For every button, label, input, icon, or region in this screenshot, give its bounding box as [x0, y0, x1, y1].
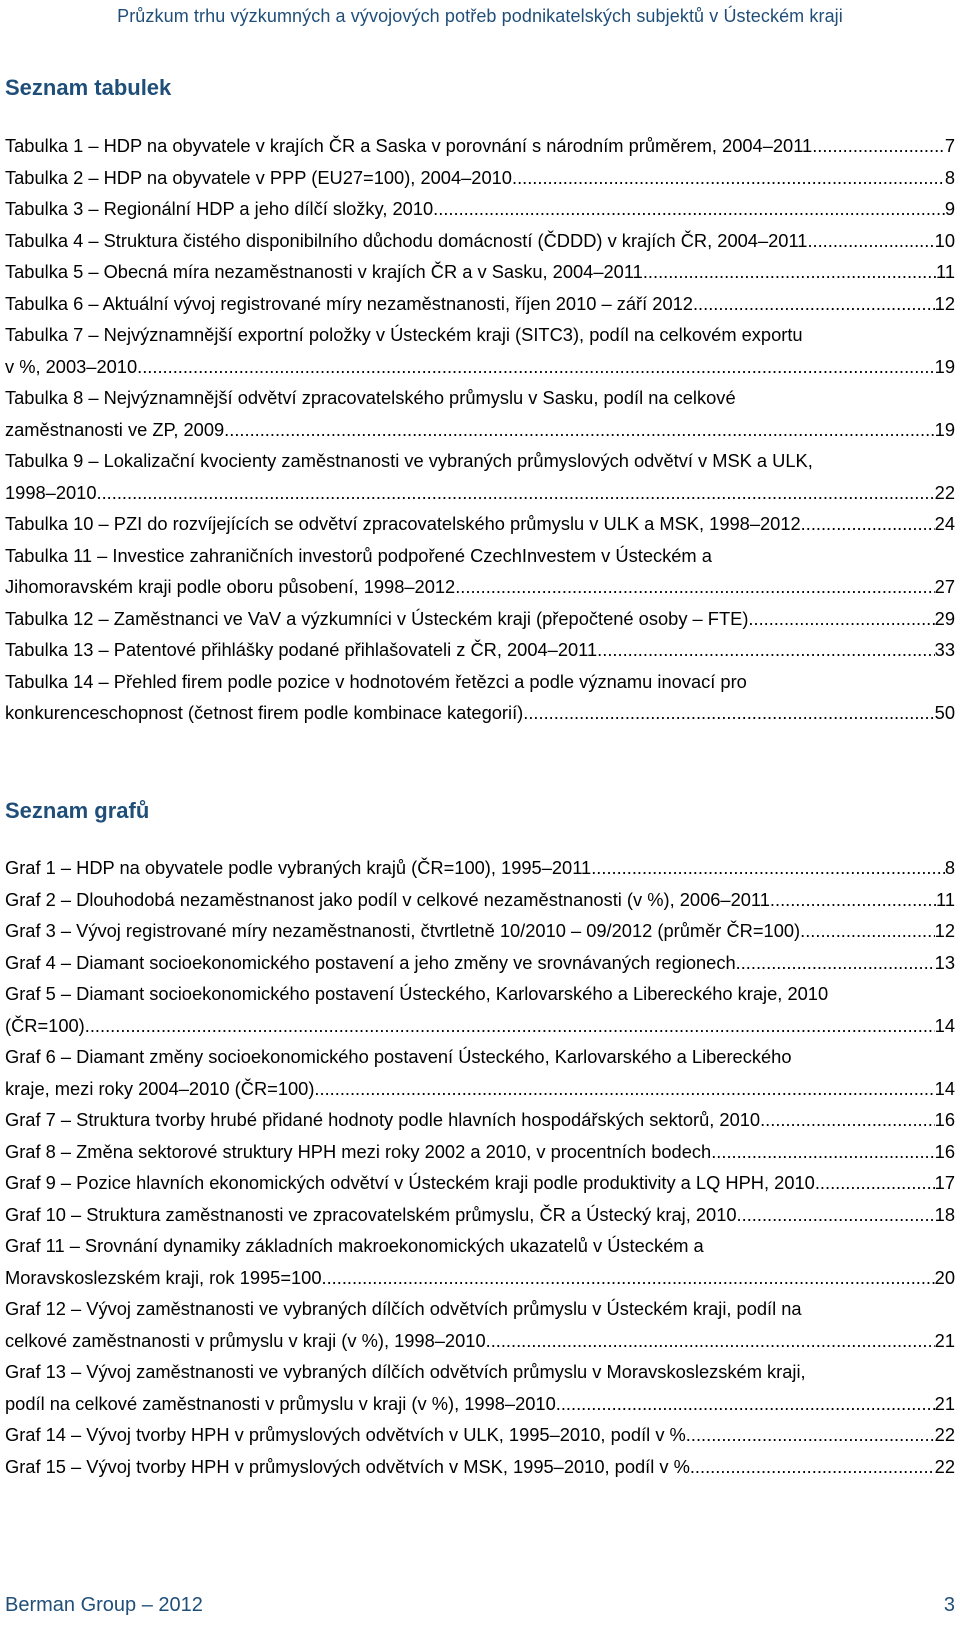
graph-entry-title: Moravskoslezském kraji, rok 1995=100 [5, 1266, 322, 1288]
graph-entry-title-line: Graf 6 – Diamant změny socioekonomického postavení Ústeckého, Karlovarského a Libereckého [5, 1046, 792, 1067]
graph-entry-title: Graf 10 – Struktura zaměstnanosti ve zpracovatelském průmyslu, ČR a Ústecký kraj, 2010 [5, 1203, 737, 1225]
table-entry-page-number: 33 [934, 639, 955, 660]
dot-leader [597, 634, 934, 666]
dot-leader [486, 1325, 935, 1357]
table-entry-title-line: Tabulka 14 – Přehled firem podle pozice v hodnotovém řetězci a podle významu inovací pro [5, 670, 747, 692]
graph-entry-title: podíl na celkové zaměstnanosti v průmyslu v kraji (v %), 1998–2010 [5, 1392, 556, 1414]
graph-entry[interactable] [5, 1451, 955, 1483]
dot-leader [686, 1419, 935, 1451]
graph-entry-title: Graf 8 – Změna sektorové struktury HPH mezi roky 2002 a 2010, v procentních bodech [5, 1140, 712, 1162]
tables-list [5, 130, 955, 729]
graph-entry-title: Graf 2 – Dlouhodobá nezaměstnanost jako podíl v celkové nezaměstnanosti (v %), 2006–2011 [5, 888, 770, 910]
running-header: Průzkum trhu výzkumných a vývojových potřeb podnikatelských subjektů v Ústeckém kraji [117, 6, 843, 26]
table-entry-title: Tabulka 4 – Struktura čistého disponibilního důchodu domácností (ČDDD) v krajích ČR, 2004–2011 [5, 229, 808, 251]
dot-leader [455, 571, 934, 603]
graph-entry-page-number: 20 [934, 1266, 955, 1288]
graph-entry-page-number: 13 [934, 951, 955, 973]
graph-entry-title: kraje, mezi roky 2004–2010 (ČR=100) [5, 1077, 315, 1099]
table-entry[interactable] [5, 445, 955, 508]
table-entry-page-number: 10 [934, 229, 955, 251]
graph-entry-page-number: 21 [934, 1329, 955, 1351]
table-entry[interactable] [5, 225, 955, 257]
dot-leader [737, 1199, 935, 1231]
table-entry-title: Tabulka 12 – Zaměstnanci ve VaV a výzkumníci v Ústeckém kraji (přepočtené osoby – FTE) [5, 607, 749, 629]
table-entry[interactable] [5, 319, 955, 382]
table-entry-title-line: Tabulka 8 – Nejvýznamnější odvětví zpracovatelského průmyslu v Sasku, podíl na celkové [5, 387, 736, 408]
graph-entry[interactable] [5, 1104, 955, 1136]
table-entry-page-number: 19 [934, 355, 955, 377]
graph-entry-title: Graf 4 – Diamant socioekonomického postavení a jeho změny ve srovnávaných regionech [5, 951, 736, 973]
table-entry-page-number: 11 [936, 261, 955, 282]
table-entry-title: Tabulka 10 – PZI do rozvíjejících se odvětví zpracovatelského průmyslu v ULK a MSK, 1998–2012 [5, 513, 801, 534]
table-entry-page-number: 50 [934, 702, 955, 723]
graph-entry[interactable] [5, 852, 955, 884]
graph-entry-page-number: 8 [944, 857, 955, 878]
graph-entry[interactable] [5, 1041, 955, 1104]
graph-entry-title: Graf 15 – Vývoj tvorby HPH v průmyslových odvětvích v MSK, 1995–2010, podíl v % [5, 1455, 690, 1477]
graph-entry-title-line: Graf 5 – Diamant socioekonomického postavení Ústeckého, Karlovarského a Libereckého kraje, 2010 [5, 983, 829, 1004]
dot-leader [760, 1104, 935, 1136]
graphs-list-title: Seznam grafů [5, 798, 150, 823]
table-entry-title: v %, 2003–2010 [5, 355, 138, 377]
table-entry-page-number: 12 [934, 292, 955, 314]
graph-entry-title-line: Graf 13 – Vývoj zaměstnanosti ve vybraných dílčích odvětvích průmyslu v Moravskoslezském kraji, [5, 1361, 806, 1382]
graph-entry[interactable] [5, 947, 955, 979]
graph-entry-title: celkové zaměstnanosti v průmyslu v kraji (v %), 1998–2010 [5, 1329, 486, 1351]
dot-leader [433, 193, 945, 225]
graph-entry-page-number: 16 [934, 1109, 955, 1130]
graph-entry[interactable] [5, 1356, 955, 1419]
table-entry[interactable] [5, 162, 955, 194]
table-entry[interactable] [5, 603, 955, 635]
graph-entry-title-line: Graf 11 – Srovnání dynamiky základních makroekonomických ukazatelů v Ústeckém a [5, 1235, 704, 1256]
table-entry-title: Tabulka 1 – HDP na obyvatele v krajích ČR a Saska v porovnání s národním průměrem, 2004–2011 [5, 135, 813, 156]
table-entry-page-number: 7 [944, 135, 955, 156]
dot-leader [800, 915, 935, 947]
graph-entry-title: Graf 3 – Vývoj registrované míry nezaměstnanosti, čtvrtletně 10/2010 – 09/2012 (průměr ČR=100) [5, 920, 801, 941]
dot-leader [97, 477, 935, 509]
dot-leader [690, 1451, 935, 1483]
table-entry-title: Tabulka 2 – HDP na obyvatele v PPP (EU27=100), 2004–2010 [5, 166, 512, 188]
graph-entry-page-number: 18 [934, 1203, 955, 1225]
table-entry[interactable] [5, 288, 955, 320]
graph-entry-page-number: 21 [934, 1392, 955, 1414]
table-entry-title: konkurenceschopnost (četnost firem podle kombinace kategorií) [5, 702, 524, 723]
dot-leader [736, 947, 935, 979]
dot-leader [85, 1010, 935, 1042]
graph-entry-title: Graf 1 – HDP na obyvatele podle vybraných krajů (ČR=100), 1995–2011 [5, 857, 592, 878]
graph-entry-page-number: 17 [934, 1172, 955, 1193]
table-entry[interactable] [5, 666, 955, 729]
graph-entry-title: (ČR=100) [5, 1014, 85, 1036]
graph-entry-page-number: 14 [934, 1014, 955, 1036]
table-entry[interactable] [5, 256, 955, 288]
graph-entry[interactable] [5, 1136, 955, 1168]
dot-leader [815, 1167, 935, 1199]
table-entry-page-number: 22 [934, 481, 955, 503]
dot-leader [748, 603, 934, 635]
dot-leader [801, 508, 935, 540]
dot-leader [137, 351, 935, 383]
graph-entry[interactable] [5, 1419, 955, 1451]
dot-leader [807, 225, 934, 257]
dot-leader [711, 1136, 934, 1168]
graph-entry-page-number: 22 [934, 1455, 955, 1477]
table-entry-page-number: 29 [934, 607, 955, 629]
dot-leader [812, 130, 945, 162]
table-entry[interactable] [5, 508, 955, 540]
table-entry-title-line: Tabulka 11 – Investice zahraničních investorů podpořené CzechInvestem v Ústeckém a [5, 544, 712, 566]
table-entry[interactable] [5, 130, 955, 162]
table-entry-title: Jihomoravském kraji podle oboru působení, 1998–2012 [5, 576, 456, 597]
table-entry[interactable] [5, 193, 955, 225]
table-entry-page-number: 24 [934, 513, 955, 534]
graph-entry-title: Graf 7 – Struktura tvorby hrubé přidané hodnoty podle hlavních hospodářských sektorů, 2010 [5, 1109, 761, 1130]
graph-entry[interactable] [5, 1199, 955, 1231]
graph-entry-page-number: 22 [934, 1424, 955, 1445]
table-entry-page-number: 8 [944, 166, 955, 188]
graph-entry[interactable] [5, 884, 955, 916]
table-entry-title: zaměstnanosti ve ZP, 2009 [5, 418, 225, 440]
tables-list-title: Seznam tabulek [5, 75, 172, 100]
graphs-list [5, 852, 955, 1482]
page-number: 3 [943, 1594, 955, 1616]
dot-leader [314, 1073, 934, 1105]
table-entry-title: Tabulka 6 – Aktuální vývoj registrované míry nezaměstnanosti, říjen 2010 – září 2012 [5, 292, 693, 314]
table-entry-page-number: 27 [934, 576, 955, 597]
graph-entry[interactable] [5, 1167, 955, 1199]
table-entry-title: Tabulka 3 – Regionální HDP a jeho dílčí složky, 2010 [5, 198, 434, 219]
table-entry-title-line: Tabulka 9 – Lokalizační kvocienty zaměstnanosti ve vybraných průmyslových odvětví v MSK a ULK, [5, 450, 813, 471]
graph-entry-title-line: Graf 12 – Vývoj zaměstnanosti ve vybraných dílčích odvětvích průmyslu v Ústeckém kraji, podíl na [5, 1298, 802, 1319]
dot-leader [523, 697, 934, 729]
table-entry[interactable] [5, 634, 955, 666]
table-entry[interactable] [5, 540, 955, 603]
dot-leader [322, 1262, 935, 1294]
footer-company: Berman Group – 2012 [5, 1594, 203, 1616]
table-entry-title-line: Tabulka 7 – Nejvýznamnější exportní položky v Ústeckém kraji (SITC3), podíl na celkovém exportu [5, 324, 803, 345]
table-entry-title: Tabulka 13 – Patentové přihlášky podané přihlašovateli z ČR, 2004–2011 [5, 639, 598, 660]
graph-entry[interactable] [5, 978, 955, 1041]
dot-leader [591, 852, 945, 884]
table-entry-title: Tabulka 5 – Obecná míra nezaměstnanosti v krajích ČR a v Sasku, 2004–2011 [5, 261, 643, 282]
dot-leader [512, 162, 945, 194]
dot-leader [224, 414, 934, 446]
table-entry-page-number: 9 [944, 198, 955, 219]
graph-entry-page-number: 12 [934, 920, 955, 941]
dot-leader [556, 1388, 935, 1420]
graph-entry-title: Graf 9 – Pozice hlavních ekonomických odvětví v Ústeckém kraji podle produktivity a LQ HPH, 2010 [5, 1172, 815, 1193]
table-entry[interactable] [5, 382, 955, 445]
graph-entry[interactable] [5, 1230, 955, 1293]
table-entry-page-number: 19 [934, 418, 955, 440]
graph-entry-page-number: 14 [934, 1077, 955, 1099]
table-entry-title: 1998–2010 [5, 481, 97, 503]
dot-leader [693, 288, 935, 320]
dot-leader [643, 256, 936, 288]
graph-entry[interactable] [5, 1293, 955, 1356]
graph-entry[interactable] [5, 915, 955, 947]
graph-entry-title: Graf 14 – Vývoj tvorby HPH v průmyslových odvětvích v ULK, 1995–2010, podíl v % [5, 1424, 686, 1445]
graph-entry-page-number: 11 [936, 888, 955, 910]
dot-leader [770, 884, 936, 916]
graph-entry-page-number: 16 [934, 1140, 955, 1162]
